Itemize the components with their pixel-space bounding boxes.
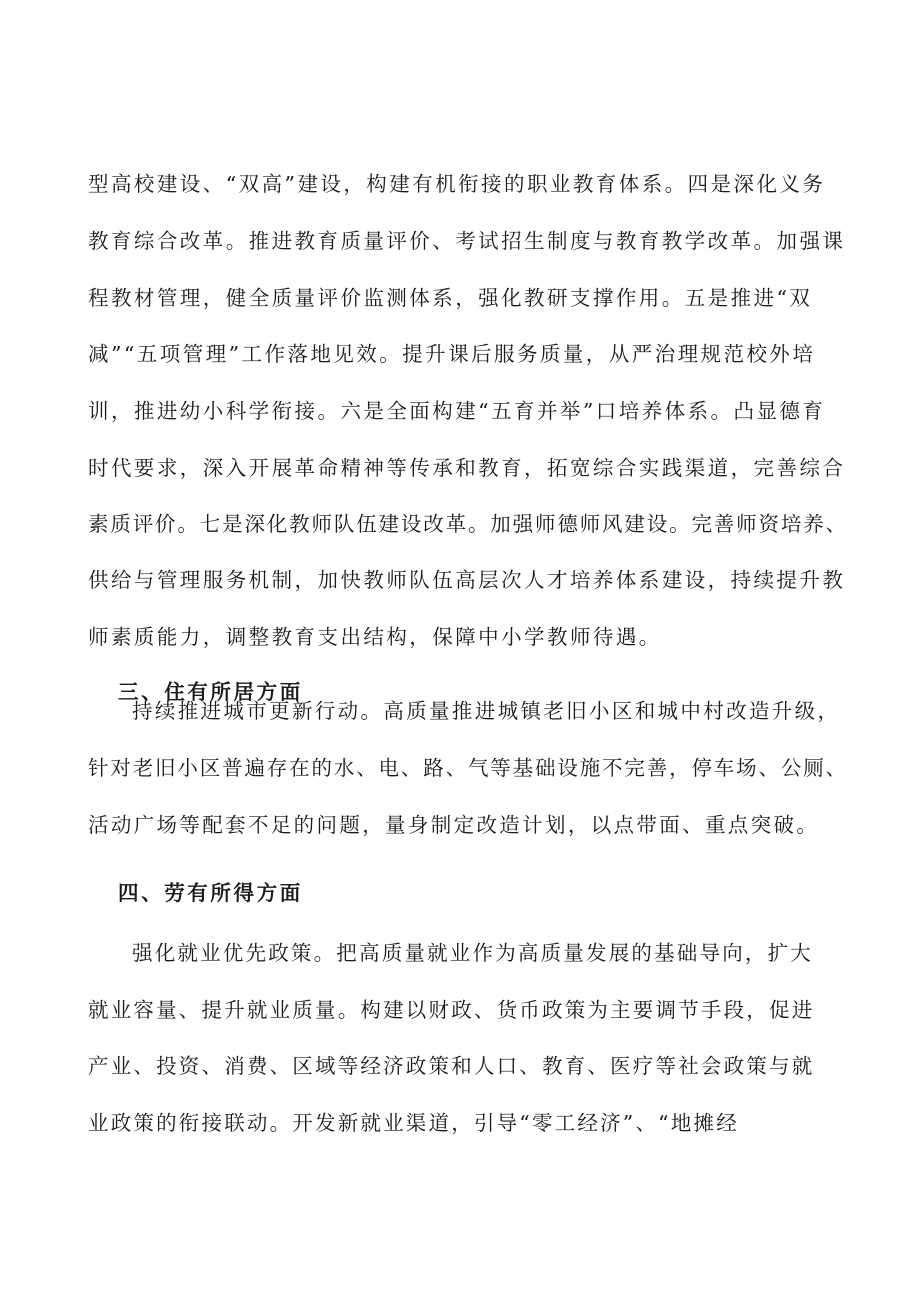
section-heading-employment: 四、劳有所得方面 [118,881,303,905]
text-line: 训，推进幼小科学衔接。六是全面构建“五育并举”口培养体系。凸显德育 [88,399,826,423]
text-line: 针对老旧小区普遍存在的水、电、路、气等基础设施不完善，停车场、公厕、 [88,756,848,780]
text-line: 素质评价。七是深化教师队伍建设改革。加强师德师风建设。完善师资培养、 [88,512,848,536]
text-line: 教育综合改革。推进教育质量评价、考试招生制度与教育教学改革。加强课 [88,229,846,253]
text-line: 型高校建设、“双高”建设，构建有机衔接的职业教育体系。四是深化义务 [88,172,826,196]
text-line: 强化就业优先政策。把高质量就业作为高质量发展的基础导向，扩大 [132,941,813,965]
text-line: 供给与管理服务机制，加快教师队伍高层次人才培养体系建设，持续提升教 [88,568,846,592]
text-line: 业政策的衔接联动。开发新就业渠道，引导“零工经济”、“地摊经 [88,1111,739,1135]
text-line: 时代要求，深入开展革命精神等传承和教育，拓宽综合实践渠道，完善综合 [88,456,846,480]
text-line: 活动广场等配套不足的问题，量身制定改造计划，以点带面、重点突破。 [88,813,820,837]
text-line: 师素质能力，调整教育支出结构，保障中小学教师待遇。 [88,625,662,649]
text-line: 减”“五项管理”工作落地见效。提升课后服务质量，从严治理规范校外培 [88,342,816,366]
text-line: 产业、投资、消费、区域等经济政策和人口、教育、医疗等社会政策与就 [88,1054,815,1078]
text-line: 就业容量、提升就业质量。构建以财政、货币政策为主要调节手段，促进 [88,998,815,1022]
text-line: 程教材管理，健全质量评价监测体系，强化教研支撑作用。五是推进“双 [88,286,813,310]
section-heading-housing: 三、住有所居方面 [118,680,303,704]
text-line: 持续推进城市更新行动。高质量推进城镇老旧小区和城中村改造升级， [132,699,841,723]
